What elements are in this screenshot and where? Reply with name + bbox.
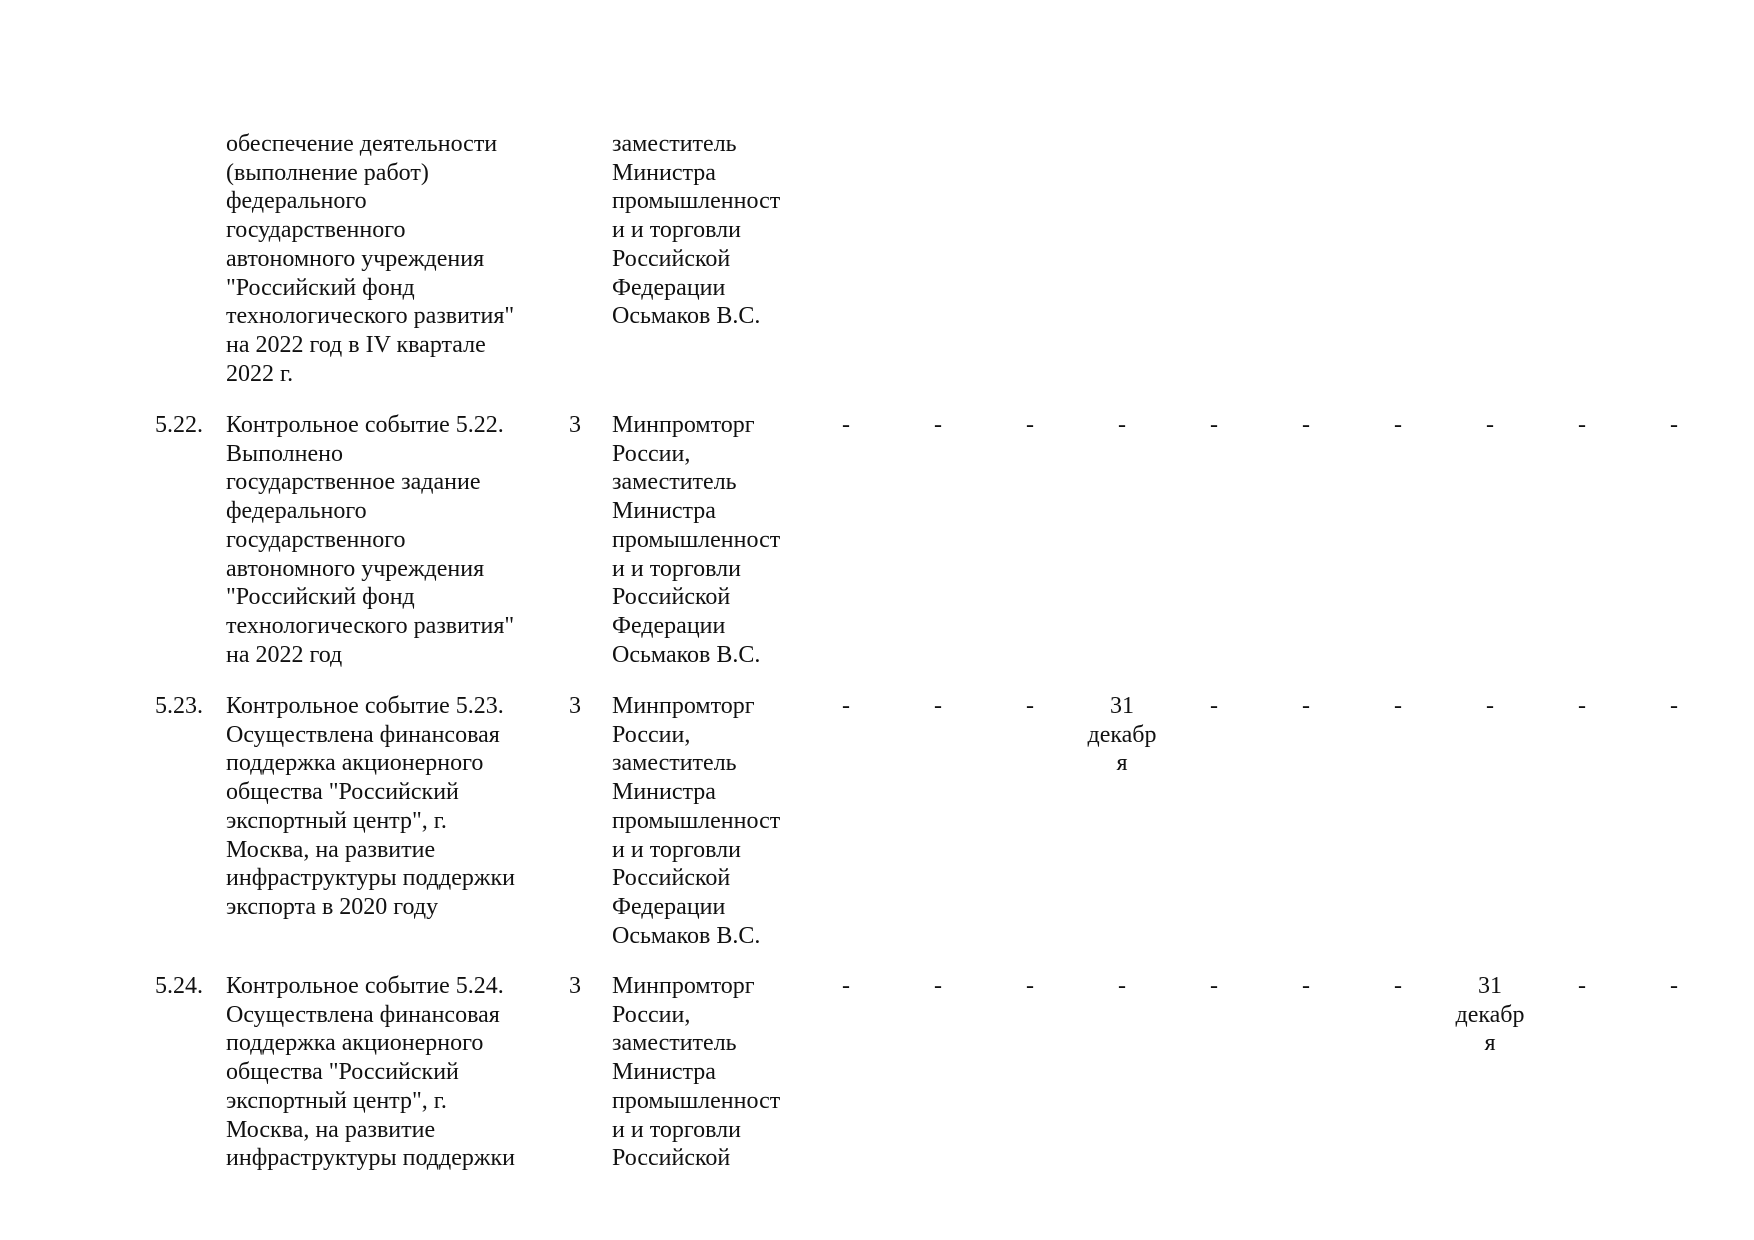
schedule-mark: - bbox=[1210, 412, 1218, 438]
schedule-mark: - bbox=[1670, 693, 1678, 719]
responsible-party: Минпромторг России, заместитель Министра промышленност и и торговли Российской Федерации Осьмаков В.С. bbox=[612, 693, 781, 949]
event-description: Контрольное событие 5.24. Осуществлена финансовая поддержка акционерного общества "Российский экспортный центр", г. Москва, на развитие инфраструктуры поддержки bbox=[226, 973, 515, 1172]
schedule-mark: - bbox=[1118, 973, 1126, 999]
row-number: 5.22. bbox=[155, 412, 203, 438]
schedule-mark: - bbox=[934, 412, 942, 438]
event-description: Контрольное событие 5.23. Осуществлена финансовая поддержка акционерного общества "Российский экспортный центр", г. Москва, на развитие инфраструктуры поддержки экспорта в 2020 году bbox=[226, 693, 515, 920]
schedule-mark: - bbox=[1394, 412, 1402, 438]
responsible-party: заместитель Министра промышленност и и торговли Российской Федерации Осьмаков В.С. bbox=[612, 131, 781, 330]
event-description: Контрольное событие 5.22. Выполнено государственное задание федерального государственного автономного учреждения "Российский фонд технологического развития" на 2022 год bbox=[226, 412, 515, 668]
schedule-mark: - bbox=[1670, 973, 1678, 999]
schedule-mark: - bbox=[1210, 973, 1218, 999]
level-value: 3 bbox=[569, 412, 581, 438]
schedule-mark: - bbox=[1486, 412, 1494, 438]
schedule-mark: - bbox=[842, 973, 850, 999]
schedule-mark: - bbox=[1394, 973, 1402, 999]
schedule-mark: - bbox=[1302, 973, 1310, 999]
level-value: 3 bbox=[569, 973, 581, 999]
schedule-mark: 31 декабр я bbox=[1087, 693, 1157, 777]
schedule-mark: - bbox=[1394, 693, 1402, 719]
row-number: 5.24. bbox=[155, 973, 203, 999]
schedule-mark: - bbox=[1026, 973, 1034, 999]
schedule-mark: - bbox=[1302, 412, 1310, 438]
schedule-mark: - bbox=[842, 412, 850, 438]
schedule-mark: - bbox=[1118, 412, 1126, 438]
level-value: 3 bbox=[569, 693, 581, 719]
schedule-mark: - bbox=[1026, 693, 1034, 719]
schedule-mark: - bbox=[1578, 412, 1586, 438]
event-description: обеспечение деятельности (выполнение работ) федерального государственного автономного учреждения "Российский фонд технологического развития" на 2022 год в IV квартале 2022 г. bbox=[226, 131, 515, 387]
schedule-mark: - bbox=[1302, 693, 1310, 719]
row-number: 5.23. bbox=[155, 693, 203, 719]
responsible-party: Минпромторг России, заместитель Министра промышленност и и торговли Российской Федерации Осьмаков В.С. bbox=[612, 412, 781, 668]
schedule-mark: - bbox=[842, 693, 850, 719]
schedule-mark: 31 декабр я bbox=[1455, 973, 1525, 1057]
schedule-mark: - bbox=[934, 693, 942, 719]
schedule-mark: - bbox=[1578, 693, 1586, 719]
schedule-mark: - bbox=[934, 973, 942, 999]
schedule-mark: - bbox=[1210, 693, 1218, 719]
schedule-mark: - bbox=[1486, 693, 1494, 719]
responsible-party: Минпромторг России, заместитель Министра промышленност и и торговли Российской bbox=[612, 973, 781, 1172]
schedule-mark: - bbox=[1578, 973, 1586, 999]
schedule-mark: - bbox=[1026, 412, 1034, 438]
schedule-mark: - bbox=[1670, 412, 1678, 438]
